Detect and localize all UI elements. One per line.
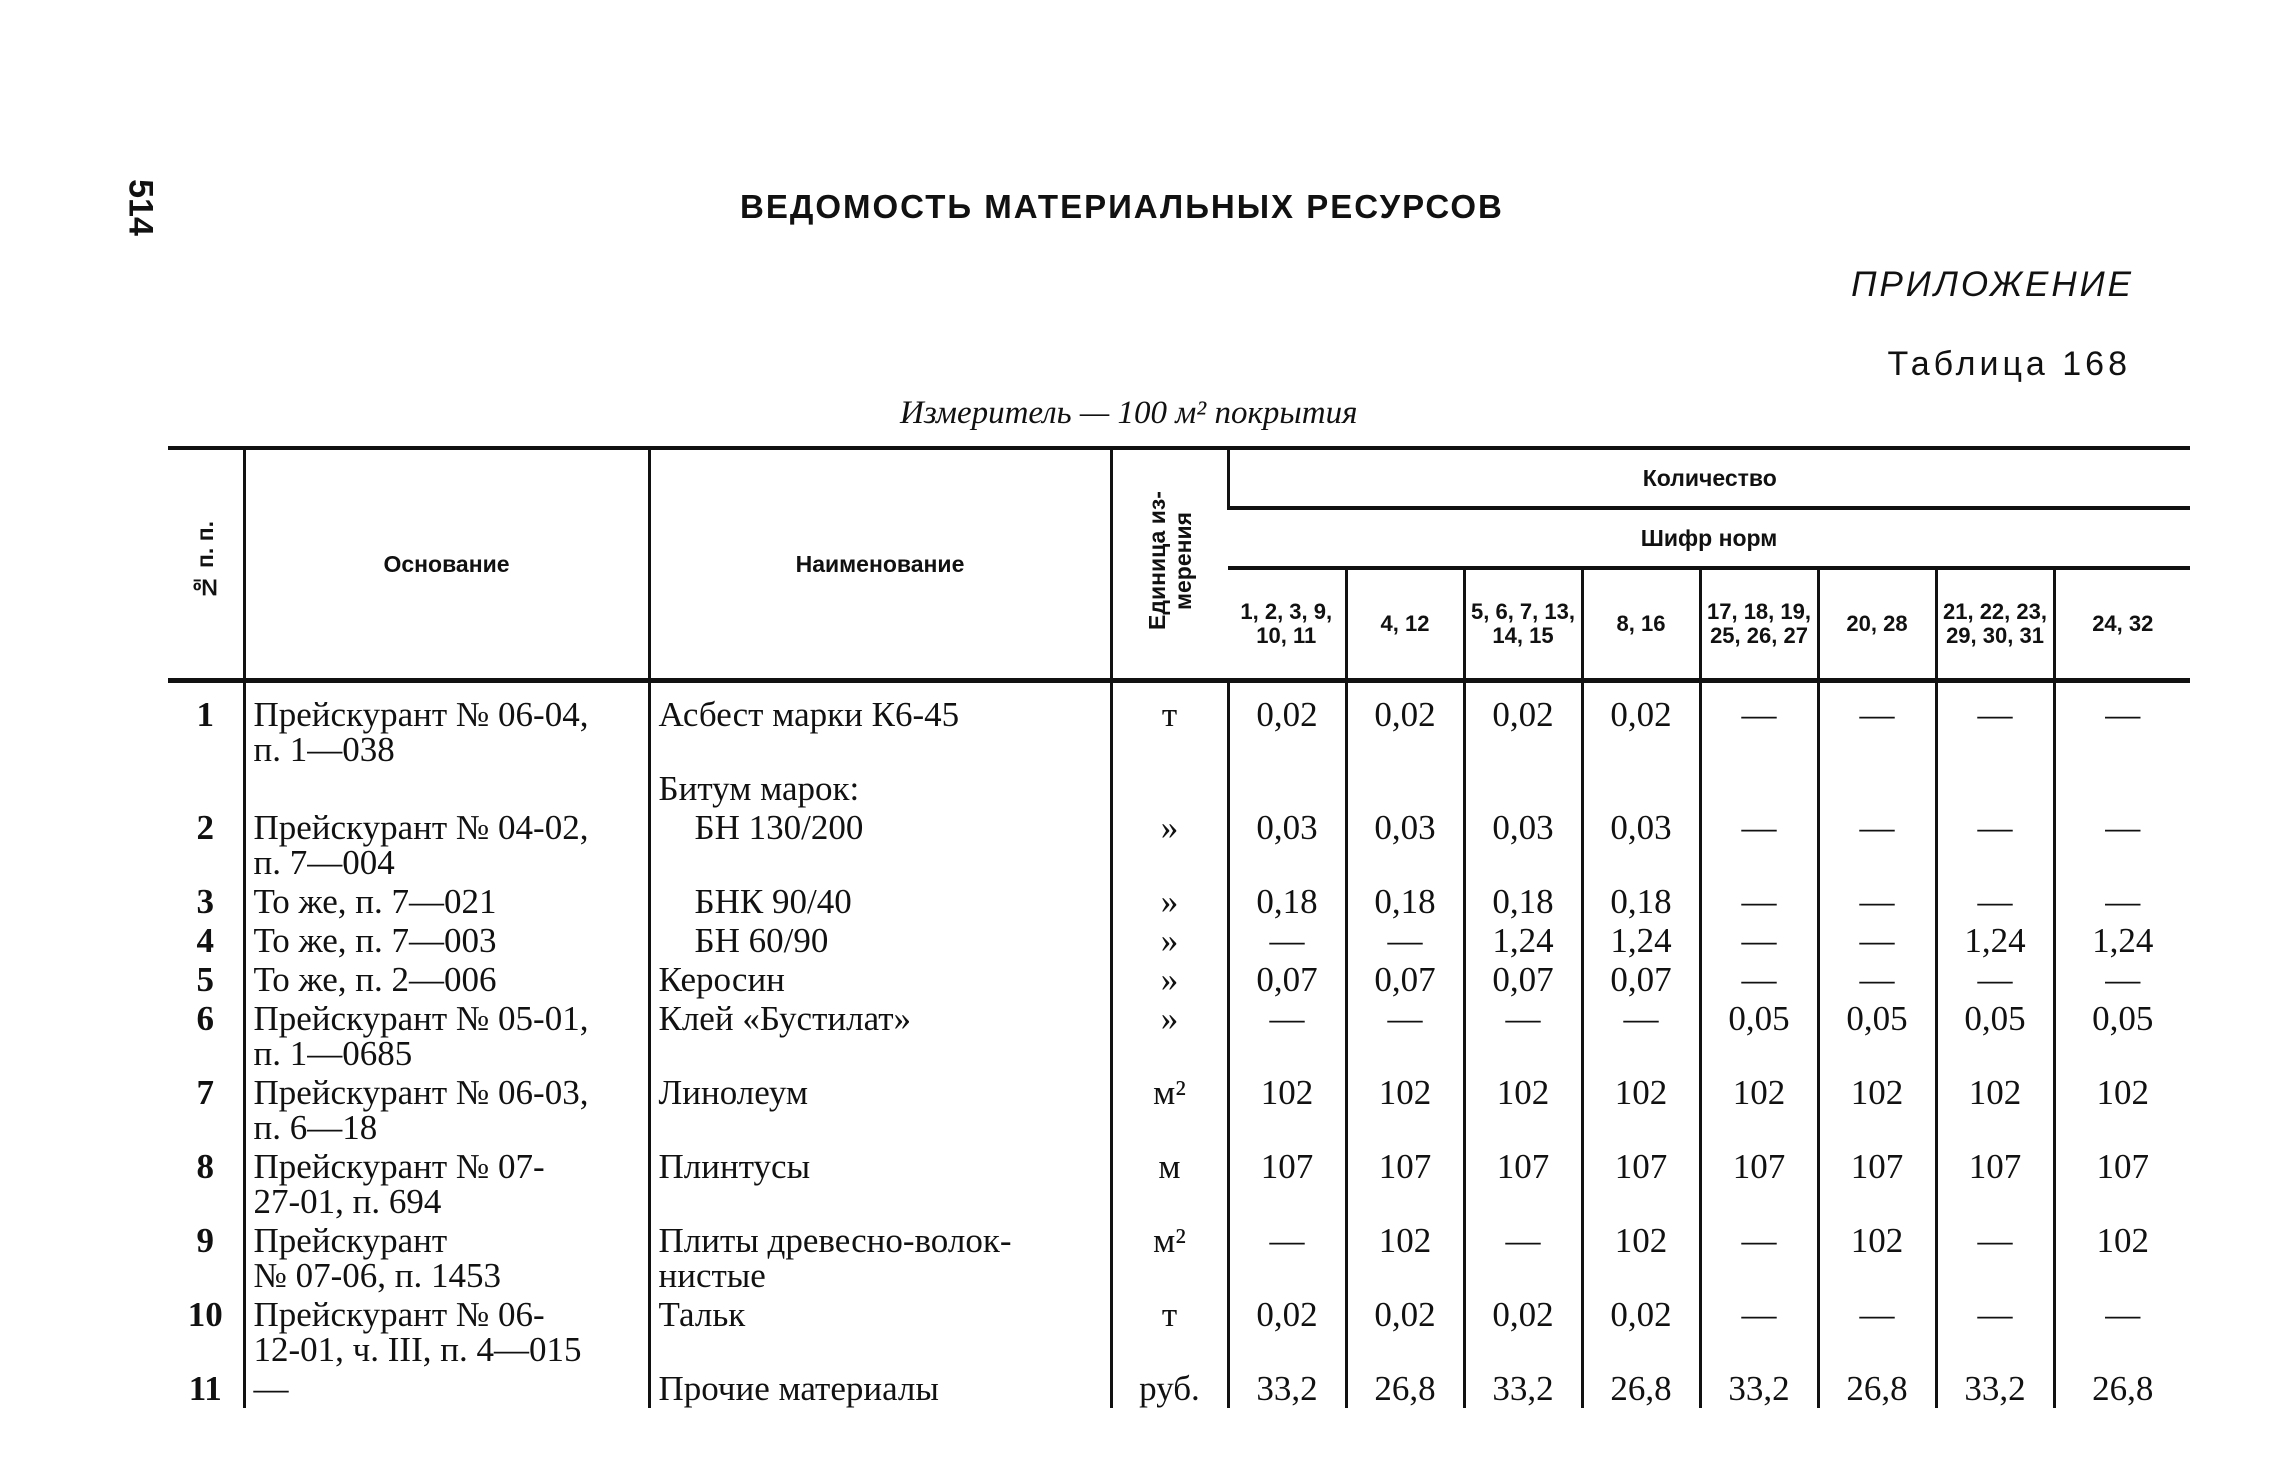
row-basis (244, 1147, 649, 1221)
basis-line: 12-01, ч. III, п. 4—015 (253, 1330, 582, 1369)
quantity-cell: — (1228, 1221, 1346, 1295)
row-name (649, 882, 1111, 921)
table-row (168, 1369, 2190, 1408)
quantity-cell: — (1346, 921, 1464, 960)
row-name (649, 1295, 1111, 1369)
empty-cell (1346, 769, 1464, 808)
quantity-cell: — (1700, 1221, 1818, 1295)
row-name (649, 1073, 1111, 1147)
table-row (168, 999, 2190, 1073)
row-unit: руб. (1111, 1369, 1228, 1408)
row-name (649, 808, 1111, 882)
quantity-cell: 1,24 (1582, 921, 1700, 960)
table-row (168, 1147, 2190, 1221)
quantity-cell: — (1818, 1295, 1936, 1369)
quantity-cell: 26,8 (1818, 1369, 1936, 1408)
table-row (168, 1295, 2190, 1369)
row-number: 4 (196, 921, 214, 960)
header-code: 4, 12 (1346, 568, 1464, 681)
table-row (168, 882, 2190, 921)
quantity-cell: — (1818, 681, 1936, 770)
materials-table (168, 446, 2190, 1408)
basis-line: То же, п. 2—006 (253, 960, 497, 999)
header-code: 21, 22, 23, 29, 30, 31 (1936, 568, 2054, 681)
quantity-cell: — (2054, 960, 2190, 999)
quantity-cell: 26,8 (1346, 1369, 1464, 1408)
quantity-cell: — (1228, 999, 1346, 1073)
empty-cell (1818, 769, 1936, 808)
header-unit: Единица из-мерения (1111, 448, 1228, 681)
quantity-cell: 102 (1936, 1073, 2054, 1147)
quantity-cell: 0,18 (1228, 882, 1346, 921)
row-basis (244, 1295, 649, 1369)
row-name (649, 960, 1111, 999)
row-unit: т (1111, 1295, 1228, 1369)
document-title: ВЕДОМОСТЬ МАТЕРИАЛЬНЫХ РЕСУРСОВ (740, 188, 1504, 225)
row-number: 7 (196, 1073, 214, 1112)
quantity-cell: 102 (1464, 1073, 1582, 1147)
quantity-cell: 0,02 (1582, 1295, 1700, 1369)
row-number: 5 (196, 960, 214, 999)
basis-line: Прейскурант № 06-03, (253, 1073, 589, 1112)
quantity-cell: — (2054, 681, 2190, 770)
quantity-cell: 107 (2054, 1147, 2190, 1221)
group-label: Битум марок: (649, 769, 1111, 808)
empty-cell (1700, 769, 1818, 808)
row-number: 6 (196, 999, 214, 1038)
material-name: Плиты древесно-волок-нистые (658, 1221, 1012, 1295)
header-code: 8, 16 (1582, 568, 1700, 681)
row-number: 2 (196, 808, 214, 847)
row-name (649, 681, 1111, 770)
row-name (649, 1147, 1111, 1221)
quantity-cell: 0,05 (1936, 999, 2054, 1073)
row-basis (244, 1369, 649, 1408)
quantity-cell: 33,2 (1464, 1369, 1582, 1408)
empty-cell (2054, 769, 2190, 808)
quantity-cell: 26,8 (1582, 1369, 1700, 1408)
table-header (168, 448, 2190, 681)
row-basis (244, 999, 649, 1073)
quantity-cell: 102 (1818, 1221, 1936, 1295)
quantity-cell: 0,02 (1346, 681, 1464, 770)
quantity-cell: 107 (1464, 1147, 1582, 1221)
quantity-cell: — (1936, 808, 2054, 882)
basis-line: п. 7—004 (253, 843, 395, 882)
table-row (168, 1221, 2190, 1295)
quantity-cell: 1,24 (1936, 921, 2054, 960)
row-unit: м² (1111, 1073, 1228, 1147)
quantity-cell: — (2054, 808, 2190, 882)
quantity-cell: 0,03 (1582, 808, 1700, 882)
basis-line: Прейскурант № 07- (253, 1147, 545, 1186)
row-number: 3 (196, 882, 214, 921)
quantity-cell: 0,07 (1464, 960, 1582, 999)
basis-line: То же, п. 7—021 (253, 882, 497, 921)
row-basis (244, 1073, 649, 1147)
empty-cell (1582, 769, 1700, 808)
quantity-cell: 0,02 (1228, 681, 1346, 770)
measure-label: Измеритель — 100 м² покрытия (900, 395, 1358, 431)
empty-cell (168, 769, 244, 808)
quantity-cell: 0,07 (1346, 960, 1464, 999)
table-row (168, 808, 2190, 882)
row-unit: м² (1111, 1221, 1228, 1295)
quantity-cell: — (1700, 882, 1818, 921)
quantity-cell: 0,05 (2054, 999, 2190, 1073)
header-basis: Основание (244, 448, 649, 681)
basis-line: п. 1—038 (253, 730, 395, 769)
row-name (649, 999, 1111, 1073)
quantity-cell: 0,05 (1700, 999, 1818, 1073)
row-basis (244, 960, 649, 999)
quantity-cell: 102 (2054, 1221, 2190, 1295)
row-unit: т (1111, 681, 1228, 770)
quantity-cell: 0,07 (1582, 960, 1700, 999)
quantity-cell: — (1818, 960, 1936, 999)
material-name: Клей «Бустилат» (658, 999, 912, 1038)
quantity-cell: 102 (1700, 1073, 1818, 1147)
material-name: Плинтусы (658, 1147, 811, 1186)
quantity-cell: — (1582, 999, 1700, 1073)
basis-line: Прейскурант № 05-01, (253, 999, 589, 1038)
row-unit: » (1111, 999, 1228, 1073)
row-basis (244, 921, 649, 960)
quantity-cell: — (1936, 882, 2054, 921)
quantity-cell: 0,18 (1464, 882, 1582, 921)
basis-line: 27-01, п. 694 (253, 1182, 442, 1221)
row-unit: » (1111, 921, 1228, 960)
header-code: 24, 32 (2054, 568, 2190, 681)
row-unit: » (1111, 808, 1228, 882)
material-name: Асбест марки К6-45 (658, 695, 960, 734)
row-basis (244, 808, 649, 882)
table-row (168, 1073, 2190, 1147)
quantity-cell: 0,07 (1228, 960, 1346, 999)
quantity-cell: 107 (1700, 1147, 1818, 1221)
basis-line: Прейскурант (253, 1221, 448, 1260)
header-name: Наименование (649, 448, 1111, 681)
quantity-cell: 33,2 (1228, 1369, 1346, 1408)
material-name: БН 130/200 (694, 808, 864, 847)
quantity-cell: 0,18 (1346, 882, 1464, 921)
quantity-cell: — (1936, 1295, 2054, 1369)
material-name: Тальк (658, 1295, 746, 1334)
quantity-cell: 1,24 (1464, 921, 1582, 960)
page-number: 514 (121, 179, 160, 236)
quantity-cell: 102 (1818, 1073, 1936, 1147)
group-row (168, 769, 2190, 808)
quantity-cell: 0,02 (1346, 1295, 1464, 1369)
material-name: Прочие материалы (658, 1369, 939, 1408)
quantity-cell: 0,05 (1818, 999, 1936, 1073)
quantity-cell: — (1700, 921, 1818, 960)
quantity-cell: — (1346, 999, 1464, 1073)
empty-cell (244, 769, 649, 808)
quantity-cell: 107 (1582, 1147, 1700, 1221)
basis-line: То же, п. 7—003 (253, 921, 497, 960)
quantity-cell: 0,02 (1582, 681, 1700, 770)
row-basis (244, 1221, 649, 1295)
quantity-cell: — (1818, 921, 1936, 960)
header-code: 5, 6, 7, 13, 14, 15 (1464, 568, 1582, 681)
quantity-cell: 0,18 (1582, 882, 1700, 921)
quantity-cell: 33,2 (1936, 1369, 2054, 1408)
quantity-cell: 0,02 (1464, 1295, 1582, 1369)
material-name: БНК 90/40 (694, 882, 852, 921)
row-name (649, 1221, 1111, 1295)
quantity-cell: — (1700, 1295, 1818, 1369)
material-name: БН 60/90 (694, 921, 829, 960)
material-name: Керосин (658, 960, 785, 999)
basis-line: Прейскурант № 06- (253, 1295, 545, 1334)
row-number: 10 (187, 1295, 223, 1334)
appendix-label: ПРИЛОЖЕНИЕ (1851, 265, 2134, 304)
empty-cell (1936, 769, 2054, 808)
row-number: 11 (188, 1369, 222, 1408)
quantity-cell: 0,03 (1228, 808, 1346, 882)
row-unit: » (1111, 882, 1228, 921)
empty-cell (1464, 769, 1582, 808)
quantity-cell: 102 (1346, 1073, 1464, 1147)
table-row (168, 960, 2190, 999)
material-name: Линолеум (658, 1073, 809, 1112)
quantity-cell: 26,8 (2054, 1369, 2190, 1408)
header-code: 20, 28 (1818, 568, 1936, 681)
quantity-cell: — (2054, 1295, 2190, 1369)
row-basis (244, 681, 649, 770)
quantity-cell: — (1464, 999, 1582, 1073)
basis-line: п. 6—18 (253, 1108, 378, 1147)
quantity-cell: — (1700, 960, 1818, 999)
quantity-cell: — (1936, 681, 2054, 770)
header-num: № п. п. (168, 448, 244, 681)
quantity-cell: — (1464, 1221, 1582, 1295)
basis-line: Прейскурант № 06-04, (253, 695, 589, 734)
table-body (168, 681, 2190, 1409)
row-name (649, 1369, 1111, 1408)
table-label: Таблица 168 (1887, 345, 2131, 383)
row-basis (244, 882, 649, 921)
quantity-cell: — (1818, 882, 1936, 921)
basis-line: № 07-06, п. 1453 (253, 1256, 502, 1295)
row-unit: » (1111, 960, 1228, 999)
basis-line: Прейскурант № 04-02, (253, 808, 589, 847)
empty-cell (1111, 769, 1228, 808)
table-row (168, 921, 2190, 960)
quantity-cell: 102 (2054, 1073, 2190, 1147)
quantity-cell: 1,24 (2054, 921, 2190, 960)
quantity-cell: — (1936, 960, 2054, 999)
quantity-cell: — (1936, 1221, 2054, 1295)
quantity-cell: — (1700, 808, 1818, 882)
header-quantity: Количество (1228, 448, 2190, 508)
quantity-cell: — (1700, 681, 1818, 770)
quantity-cell: 107 (1936, 1147, 2054, 1221)
quantity-cell: 102 (1582, 1073, 1700, 1147)
header-norm-code: Шифр норм (1228, 508, 2190, 568)
quantity-cell: 0,03 (1464, 808, 1582, 882)
quantity-cell: 102 (1582, 1221, 1700, 1295)
row-number: 1 (196, 695, 214, 734)
row-unit: м (1111, 1147, 1228, 1221)
row-name (649, 921, 1111, 960)
quantity-cell: 107 (1818, 1147, 1936, 1221)
quantity-cell: 33,2 (1700, 1369, 1818, 1408)
header-code: 1, 2, 3, 9, 10, 11 (1228, 568, 1346, 681)
basis-line: — (253, 1369, 289, 1408)
empty-cell (1228, 769, 1346, 808)
quantity-cell: — (1818, 808, 1936, 882)
row-number: 8 (196, 1147, 214, 1186)
quantity-cell: 0,03 (1346, 808, 1464, 882)
quantity-cell: 107 (1228, 1147, 1346, 1221)
basis-line: п. 1—0685 (253, 1034, 413, 1073)
quantity-cell: 102 (1346, 1221, 1464, 1295)
quantity-cell: 0,02 (1464, 681, 1582, 770)
header-code: 17, 18, 19, 25, 26, 27 (1700, 568, 1818, 681)
row-number: 9 (196, 1221, 214, 1260)
table-row (168, 681, 2190, 770)
quantity-cell: — (2054, 882, 2190, 921)
quantity-cell: 102 (1228, 1073, 1346, 1147)
quantity-cell: 107 (1346, 1147, 1464, 1221)
quantity-cell: — (1228, 921, 1346, 960)
quantity-cell: 0,02 (1228, 1295, 1346, 1369)
